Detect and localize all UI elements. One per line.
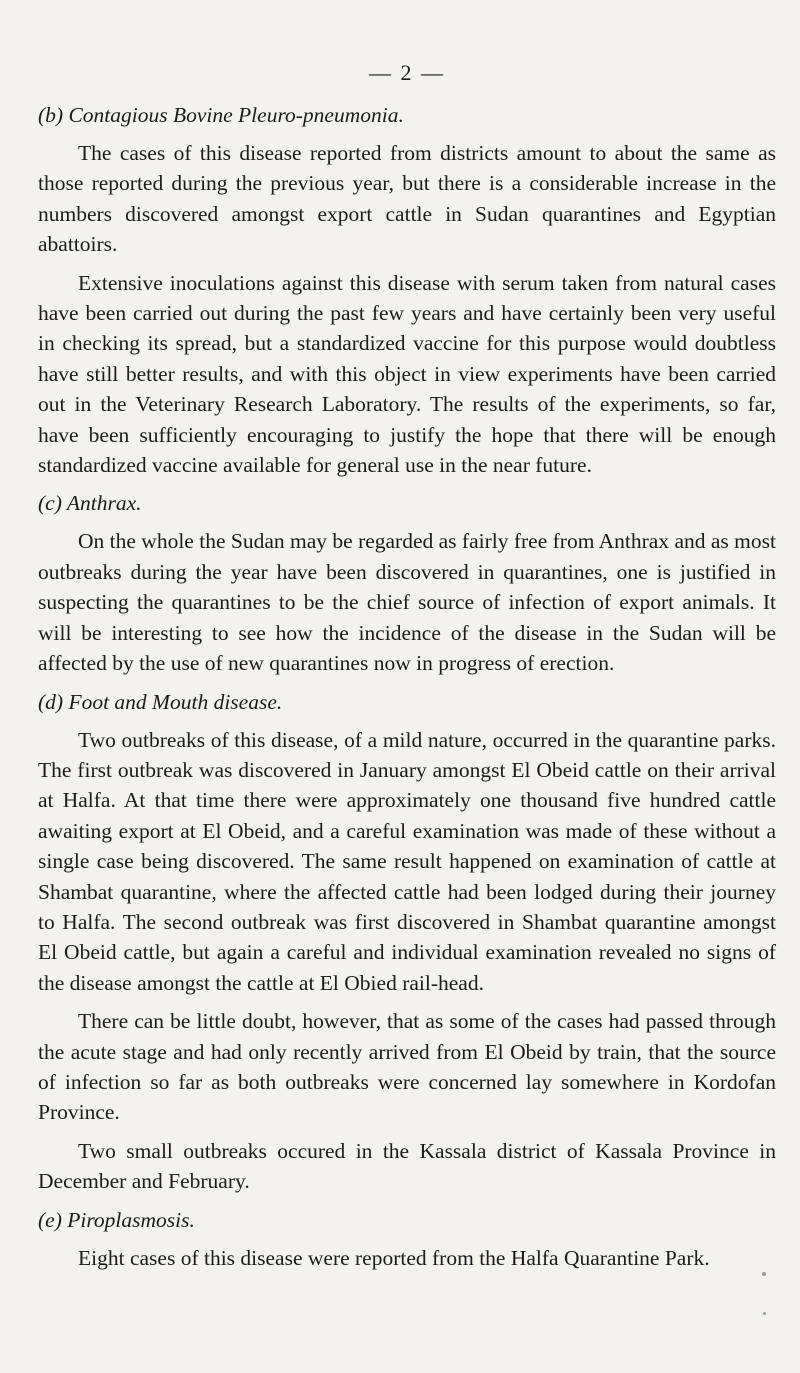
section-heading: [38, 488, 776, 518]
section-heading: [38, 100, 776, 130]
page-number: — 2 —: [369, 60, 445, 85]
paragraph: Two outbreaks of this disease, of a mild nature, occurred in the quarantine parks. The first outbreak was discovered in January amongst El Obeid cattle on their arrival at Halfa. At that time there were approximately one thousand five hundred cattle awaiting export at El Obeid, and a careful examination was made of these without a single case being discovered. The same result happened on examination of cattle at Shambat quarantine, where the affected cattle had been lodged during their journey to Halfa. The second outbreak was first discovered in Shambat quarantine amongst El Obeid cattle, but again a careful and individual examination revealed no signs of the disease amongst the cattle at El Obied rail-head.: [38, 727, 776, 995]
paragraph: Eight cases of this disease were reported from the Halfa Quarantine Park.: [78, 1245, 710, 1270]
section-title: Foot and Mouth disease.: [68, 689, 283, 714]
section-heading: [38, 687, 776, 717]
section-title: Piroplasmosis.: [67, 1207, 195, 1232]
section-index: (e): [38, 1207, 62, 1232]
section-index: (b): [38, 103, 64, 127]
section-foot-and-mouth: [38, 687, 776, 1197]
scan-speck: [762, 1272, 766, 1276]
paragraph: Two small outbreaks occured in the Kassala district of Kassala Province in December and February.: [38, 1138, 776, 1194]
paragraph: There can be little doubt, however, that as some of the cases had passed through the acute stage and had only recently arrived from El Obeid by train, that the source of infection so far as both outbreaks were concerned lay somewhere in Kordofan Province.: [38, 1009, 776, 1125]
section-index: (d): [38, 689, 64, 714]
section-index: (c): [38, 491, 62, 516]
section-title: Contagious Bovine Pleuro-pneumonia.: [68, 103, 404, 127]
section-anthrax: [38, 488, 776, 678]
section-title: Anthrax.: [66, 491, 142, 516]
paragraph: On the whole the Sudan may be regarded as fairly free from Anthrax and as most outbreaks during the year have been discovered in quarantines, one is justified in suspecting the quarantines to be the chief source of infection of export animals. It will be interesting to see how the incidence of the disease in the Sudan will be affected by the use of new quarantines now in progress of erection.: [38, 529, 776, 676]
section-pleuro-pneumonia: [38, 100, 776, 480]
section-piroplasmosis: [38, 1205, 776, 1273]
section-heading: [38, 1205, 776, 1235]
scan-speck: [763, 1312, 766, 1315]
paragraph: Extensive inoculations against this disease with serum taken from natural cases have been carried out during the past few years and have certainly been very useful in checking its spread, but a standardized vaccine for this purpose would doubtless have still better results, and with this object in view experiments have been carried out in the Veterinary Research Laboratory. The results of the experiments, so far, have been sufficiently encouraging to justify the hope that there will be enough standardized vaccine available for general use in the near future.: [38, 270, 776, 478]
paragraph: The cases of this disease reported from districts amount to about the same as those reported during the previous year, but there is a considerable increase in the numbers discovered amongst export cattle in Sudan quarantines and Egyptian abattoirs.: [38, 141, 776, 257]
